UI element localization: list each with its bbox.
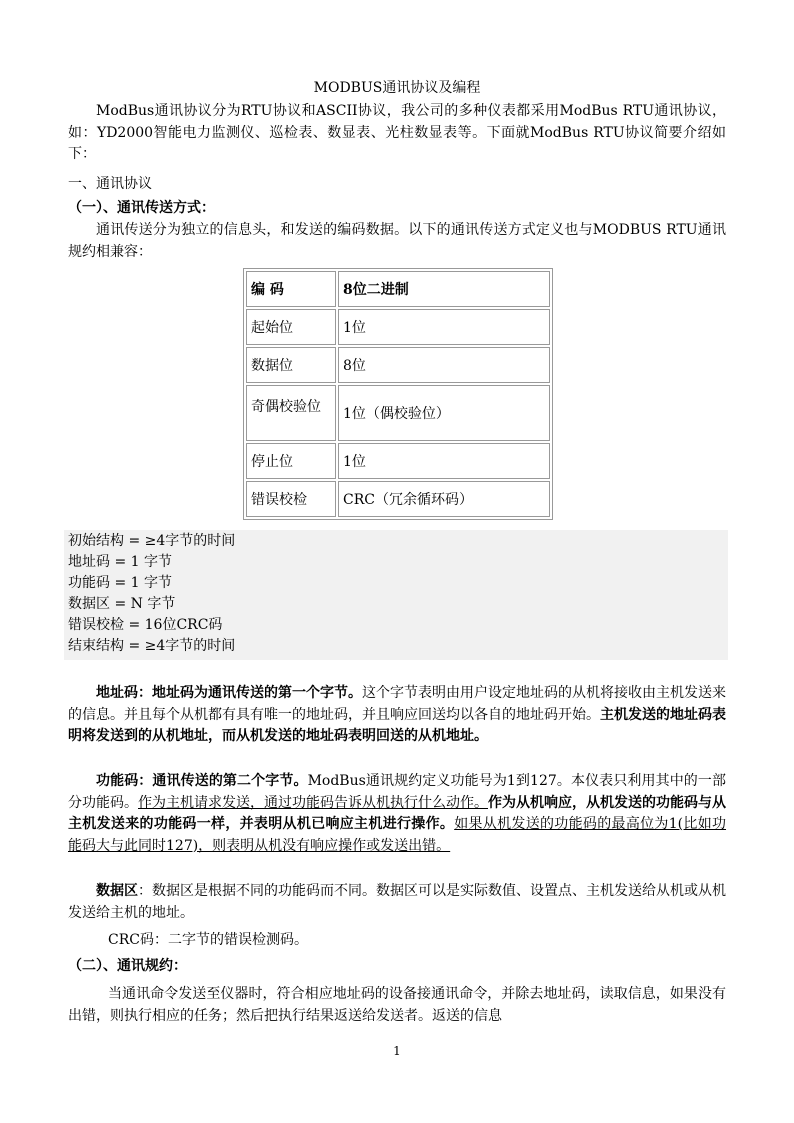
crc-paragraph: CRC码：二字节的错误检测码。 <box>108 932 308 948</box>
frame-line: 初始结构 = ≥4字节的时间 <box>68 533 236 549</box>
frame-line: 数据区 = N 字节 <box>68 596 176 612</box>
table-cell-value: 1位 <box>338 443 550 479</box>
frame-line: 地址码 = 1 字节 <box>68 554 172 570</box>
table-cell-label: 数据位 <box>246 347 336 383</box>
frame-line: 错误校检 = 16位CRC码 <box>68 617 223 633</box>
table-cell-label: 奇偶校验位 <box>246 385 336 441</box>
function-code-lead: 功能码：通讯传送的第二个字节。 <box>96 773 308 789</box>
function-code-paragraph <box>68 771 726 857</box>
address-code-lead: 地址码：地址码为通讯传送的第一个字节。 <box>96 685 362 701</box>
table-cell-value: 1位（偶校验位） <box>338 385 550 441</box>
data-area-paragraph <box>68 881 726 924</box>
table-cell-value: 1位 <box>338 309 550 345</box>
function-code-bold: 作为从机响应，从机发送的功能码与从主机发送来的功能码一样，并表明从机已响应主机进行操作。 <box>68 794 726 832</box>
section-heading-protocol: 一、通讯协议 <box>68 176 152 192</box>
table-row <box>246 443 550 479</box>
transmission-paragraph: 通讯传送分为独立的信息头，和发送的编码数据。以下的通讯传送方式定义也与MODBUS RTU通讯规约相兼容： <box>68 222 726 260</box>
subsection-heading-protocol-rules: （二）、通讯规约： <box>68 958 187 974</box>
table-row <box>246 271 550 307</box>
table-cell-label: 错误校检 <box>246 481 336 517</box>
table-cell-value: 8位二进制 <box>338 271 550 307</box>
address-code-paragraph <box>68 683 726 748</box>
table-row <box>246 347 550 383</box>
address-code-body: 这个字节表明由用户设定地址码的从机将接收由主机发送来的信息。并且每个从机都有具有唯一的地址码，并且响应回送均以各自的地址码开始。 <box>68 685 726 723</box>
data-area-lead: 数据区 <box>96 883 138 899</box>
doc-title: MODBUS通讯协议及编程 <box>313 80 481 96</box>
protocol-rules-paragraph: 当通讯命令发送至仪器时，符合相应地址码的设备接通讯命令，并除去地址码，读取信息，如果没有出错，则执行相应的任务；然后把执行结果返送给发送者。返送的信息 <box>68 986 726 1024</box>
table-row <box>246 481 550 517</box>
table-row <box>246 309 550 345</box>
table-cell-label: 编 码 <box>246 271 336 307</box>
table-cell-value: 8位 <box>338 347 550 383</box>
table-cell-label: 停止位 <box>246 443 336 479</box>
page-number: 1 <box>393 1044 401 1058</box>
transmission-format-table <box>243 268 553 520</box>
function-code-underlined-2: 如果从机发送的功能码的最高位为1(比如功能码大与此同时127)，则表明从机没有响应操作或发送出错。 <box>68 816 727 854</box>
function-code-body: ModBus通讯规约定义功能号为1到127。本仪表只利用其中的一部分功能码。 <box>68 773 727 811</box>
function-code-underlined-1: 作为主机请求发送，通过功能码告诉从机执行什么动作。 <box>138 794 488 811</box>
subsection-heading-transmission: （一）、通讯传送方式： <box>68 200 215 216</box>
table-row <box>246 385 550 441</box>
data-area-body: ：数据区是根据不同的功能码而不同。数据区可以是实际数值、设置点、主机发送给从机或从机发送给主机的地址。 <box>68 883 726 921</box>
table-cell-label: 起始位 <box>246 309 336 345</box>
intro-paragraph: ModBus通讯协议分为RTU协议和ASCII协议，我公司的多种仪表都采用ModBus RTU通讯协议，如：YD2000智能电力监测仪、巡检表、数显表、光柱数显表等。下面就ModBus RTU协议简要介绍如下： <box>68 103 726 162</box>
frame-line: 功能码 = 1 字节 <box>68 575 172 591</box>
frame-line: 结束结构 = ≥4字节的时间 <box>68 638 236 654</box>
table-cell-value: CRC（冗余循环码） <box>338 481 550 517</box>
address-code-tail: 主机发送的地址码表明将发送到的从机地址，而从机发送的地址码表明回送的从机地址。 <box>68 706 726 744</box>
